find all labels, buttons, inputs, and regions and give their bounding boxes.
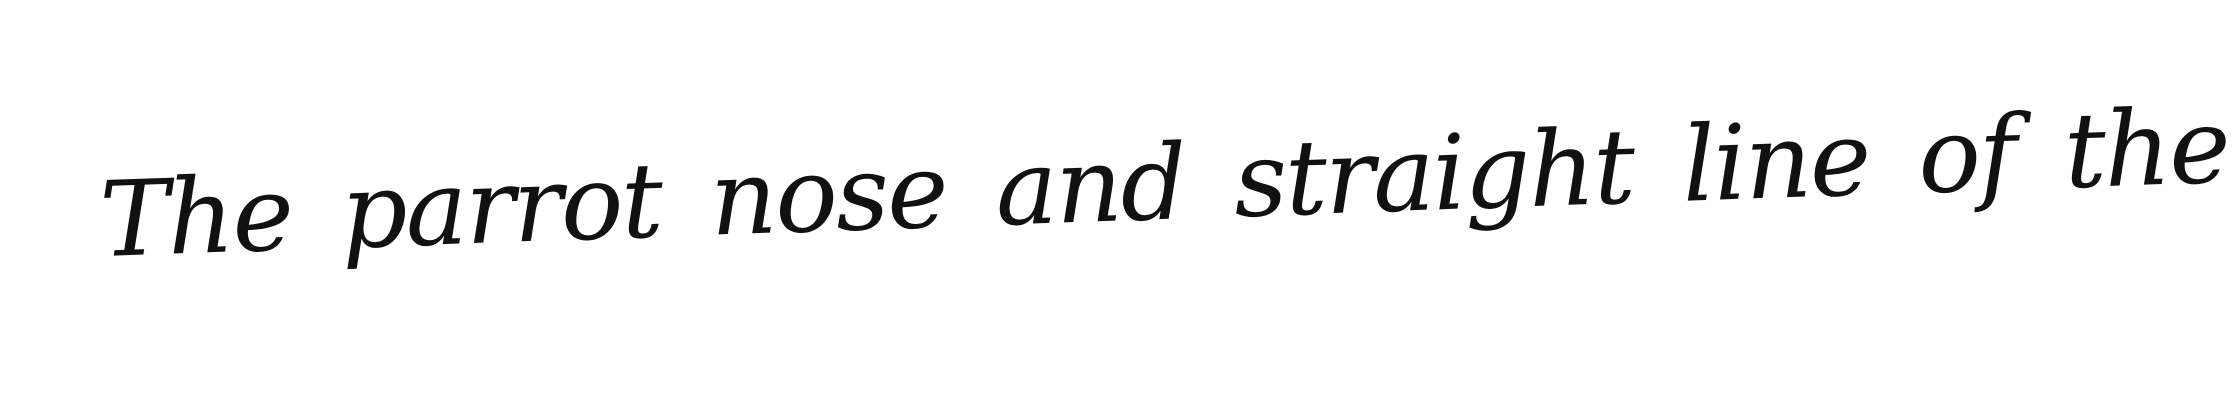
handwritten-text-line: The parrot nose and straight line of the xyxy=(97,84,2231,281)
